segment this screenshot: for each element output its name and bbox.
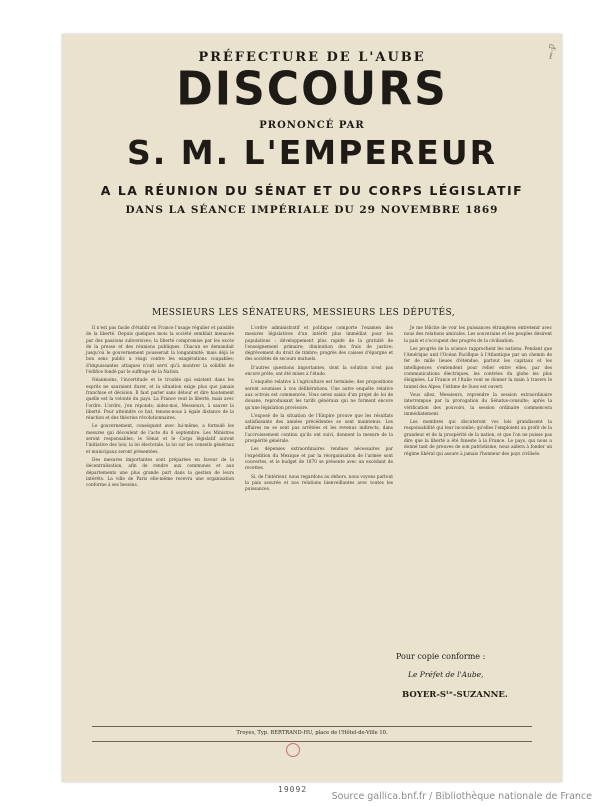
library-seal-icon [286, 743, 300, 757]
divider [92, 741, 532, 742]
paragraph: L'exposé de la situation de l'Empire prouve que les résultats satisfaisants des années précédentes se sont maintenus. Les affaires ne se sont pas arrêtées et les revenus indirects, dans l'accroissement continu qu'ils ont suivi, donnent la mesure de la prospérité générale. [245, 413, 393, 445]
prefet-title: Le Préfet de l'Aube, [408, 670, 484, 679]
prefecture-heading: PRÉFECTURE DE L'AUBE [198, 50, 426, 65]
divider [92, 726, 532, 727]
paragraph: Le gouvernement, conséquent avec lui-même, a formulé les mesures qui découlent de l'acte du 8 septembre. Les Ministres seront responsables; le Sénat et le Corps législatif auront l'initiative des lois; la loi électorale, la loi sur les conseils généraux et municipaux seront présentées. [86, 424, 234, 455]
paragraph: Je me félicite de voir les puissances étrangères entretenir avec nous des relations amicales. Les souverains et les peuples désirent la paix et s'occupent des progrès de la civilisation. [404, 326, 552, 344]
prononce-line: PRONONCÉ PAR [259, 120, 365, 131]
source-credit: Source gallica.bnf.fr / Bibliothèque nationale de France [331, 791, 592, 802]
paragraph: Néanmoins, l'incertitude et le trouble qui existent dans les esprits ne sauraient durer, et la situation exige plus que jamais franchise et décision. Il faut parler sans détour et dire hautement quelle est la volonté du pays. La France veut la liberté, mais avec l'ordre. L'ordre, j'en réponds; aidez-moi, Messieurs, à sauver la liberté. Pour atteindre ce but, tenons-nous à égale distance de la réaction et des théories révolutionnaires. [86, 378, 234, 422]
paragraph: Les progrès de la science rapprochent les nations. Pendant que l'Amérique unit l'Océan Pacifique à l'Atlantique par un chemin de fer de mille lieues d'étendue, partout les capitaux et les intelligences s'entendent pour relier entre elles, par des communications électriques, les contrées du globe les plus éloignées. La France et l'Italie vont se donner la main à travers le tunnel des Alpes; l'isthme de Suez est ouvert. [404, 346, 552, 390]
paragraph: Si, de l'intérieur, nous regardons au dehors, nous voyons partout la paix assurée et nos relations bienveillantes avec toutes les puissances. [245, 474, 393, 493]
paragraph: Des mesures importantes sont préparées en faveur de la décentralisation, afin de rendre aux communes et aux départements une plus grande part dans la gestion de leurs intérêts. La ville de Paris elle-même recevra une organisation conforme à ses besoins. [86, 457, 234, 489]
prefet-signature: BOYER-Sᵗᵉ-SUZANNE. [402, 690, 508, 700]
text-column-3 [404, 326, 552, 566]
paragraph: D'autres questions importantes, dont la solution n'est pas encore prête, ont été mises à l'étude. [245, 365, 393, 378]
paragraph: L'enquête relative à l'agriculture est terminée; des propositions seront soumises à vos délibérations. Une autre enquête relative aux octrois est commencée. Vous serez saisis d'un projet de loi de douane, reproduisant les tarifs généraux qui ne forment encore qu'une législation provisoire. [245, 380, 393, 411]
text-column-1 [86, 326, 234, 491]
catalog-number: 19092 [278, 785, 308, 794]
reunion-line: A LA RÉUNION DU SÉNAT ET DU CORPS LÉGISLATIF [100, 183, 524, 198]
printer-imprint: Troyes, Typ. BERTRAND-HU, place de l'Hôtel-de-Ville 10. [236, 730, 388, 736]
paragraph: Les membres qui discuteront vos lois grandissent la responsabilité qui leur incombe; qu'elles l'emploient au profit de la grandeur et de la prospérité de la nation, et que l'on ne puisse pas dire que la liberté a été funeste à la France. Le pays, qui nous a donné tant de preuves de son patriotisme, nous aidera à fonder un régime libéral qui assure à jamais l'honneur des pays civilisés. [404, 420, 552, 457]
emperor-heading: S. M. L'EMPEREUR [126, 133, 498, 172]
paragraph: Vous allez, Messieurs, reprendre la session extraordinaire interrompue par la prorogation du Sénatus-consulte; après la vérification des pouvoirs, la session ordinaire commencera immédiatement. [404, 392, 552, 417]
seance-line: DANS LA SÉANCE IMPÉRIALE DU 29 NOVEMBRE 1869 [125, 204, 499, 216]
text-column-2 [245, 326, 393, 495]
salutation: MESSIEURS LES SÉNATEURS, MESSIEURS LES DÉPUTÉS, [152, 308, 456, 318]
copie-conforme: Pour copie conforme : [396, 652, 486, 661]
paragraph: Il n'est pas facile d'établir en France l'usage régulier et paisible de la liberté. Depuis quelques mois la société semblait menacée par des passions subversives; la liberté compromise par les excès de la presse et des réunions publiques. Chacun se demandait jusqu'où le gouvernement pousserait la longanimité; mais déjà le bon sens public a réagi contre les exagérations coupables; d'impuissantes attaques n'ont servi qu'à montrer la solidité de l'édifice fondé par le suffrage de la Nation. [86, 326, 234, 376]
poster-title: DISCOURS [176, 62, 448, 117]
poster-sheet [62, 34, 562, 782]
paragraph: Les dépenses extraordinaires rendues nécessaires par l'expédition du Mexique et par la réorganisation de l'armée sont couvertes, et le budget de 1870 se présente avec un excédant de recettes. [245, 447, 393, 472]
paragraph: L'ordre administratif et politique comporte l'examen des mesures législatives d'un intérêt plus immédiat pour les populations : développement plus rapide de la gratuité de l'enseignement primaire; diminution des frais de justice; dégrèvement du droit de timbre; progrès des caisses d'épargne et des sociétés de secours mutuels. [245, 326, 393, 363]
archive-pencil-mark: ᵭ·ℓ [546, 44, 556, 62]
